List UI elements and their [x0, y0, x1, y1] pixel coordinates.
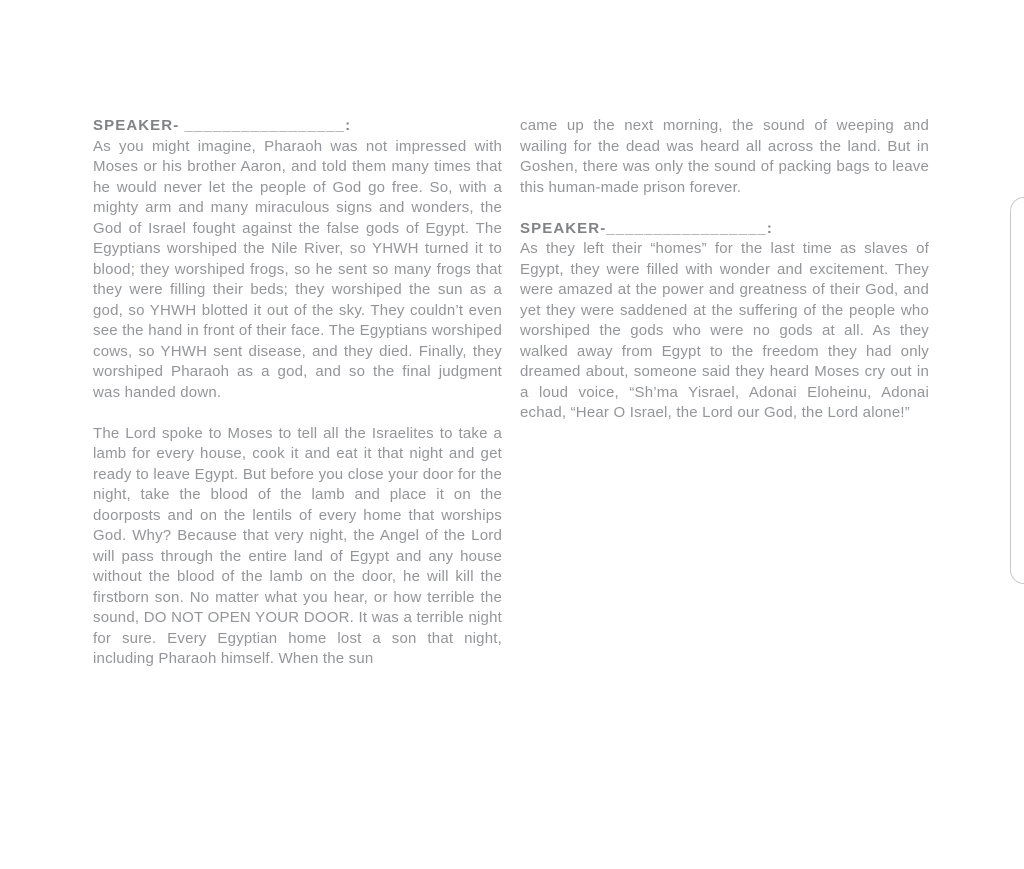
left-column	[93, 116, 502, 670]
paragraph-exodus: As they left their “homes” for the last time as slaves of Egypt, they were filled with wonder and excitement. They were amazed at the power and greatness of their God, and yet they were saddened at the suffering of the people who worshiped the gods who were no gods at all. As they walked away from Egypt to the freedom they had only dreamed about, someone said they heard Moses cry out in a loud voice, “Sh’ma Yisrael, Adonai Eloheinu, Adonai echad, “Hear O Israel, the Lord our God, the Lord alone!”	[520, 240, 929, 421]
speaker-heading-right: SPEAKER-_________________:	[520, 219, 773, 237]
paragraph-passover: The Lord spoke to Moses to tell all the Israelites to take a lamb for every house, cook it and eat it that night and get ready to leave Egypt. But before you close your door for the night, take the blood of the lamb and place it on the doorposts and on the lentils of every home that worships God. Why? Because that very night, the Angel of the Lord will pass through the entire land of Egypt and any house without the blood of the lamb on the door, he will kill the firstborn son. No matter what you hear, or how terrible the sound, DO NOT OPEN YOUR DOOR. It was a terrible night for sure. Every Egyptian home lost a son that night, including Pharaoh himself. When the sun	[93, 424, 502, 667]
paragraph-continuation: came up the next morning, the sound of weeping and wailing for the dead was heard all across the land. But in Goshen, there was only the sound of packing bags to leave this human-made prison forever.	[520, 117, 929, 196]
paragraph-plagues: As you might imagine, Pharaoh was not impressed with Moses or his brother Aaron, and told them many times that he would never let the people of God go free. So, with a mighty arm and many miraculous signs and wonders, the God of Israel fought against the false gods of Egypt. The Egyptians worshiped the Nile River, so YHWH turned it to blood; they worshiped frogs, so he sent so many frogs that they were filling their beds; they worshiped the sun as a god, so YHWH blotted it out of the sky. They couldn’t even see the hand in front of their face. The Egyptians worshiped cows, so YHWH sent disease, and they died. Finally, they worshiped Pharaoh as a god, and so the final judgment was handed down.	[93, 137, 502, 401]
speaker-heading-left: SPEAKER- _________________:	[93, 117, 352, 134]
right-column	[520, 116, 929, 424]
next-page-edge[interactable]	[1010, 197, 1024, 584]
